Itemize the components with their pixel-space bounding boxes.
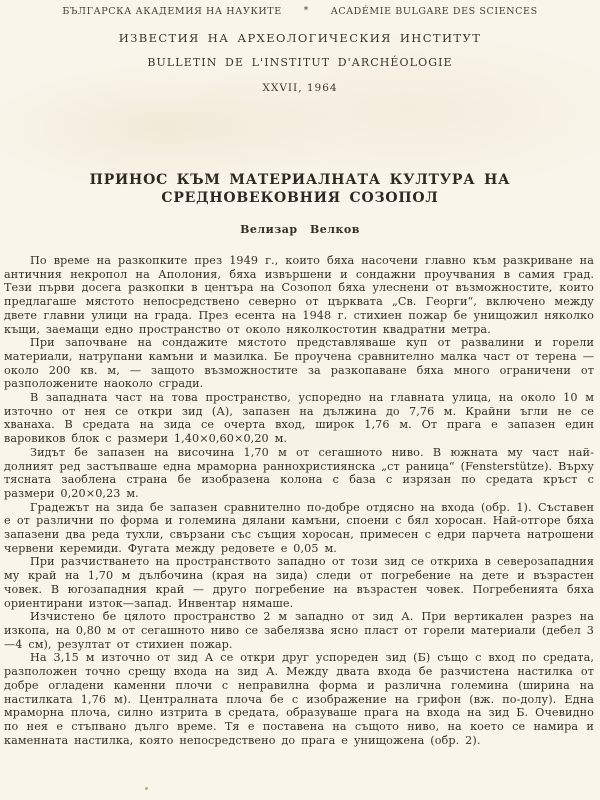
journal-title-bulgarian: ИЗВЕСТИЯ НА АРХЕОЛОГИЧЕСКИЯ ИНСТИТУТ (118, 31, 482, 45)
journal-header (0, 0, 600, 94)
header-separator-asterisk: * (303, 6, 309, 16)
academy-name-french: ACADÉMIE BULGARE DES SCIENCES (330, 6, 538, 17)
paragraph-2: При започване на сондажите мястото представляваше куп от развалини и горели материали, натрупани камъни и мазилка. Бе проучена сравнително малка част от терена — около 200 кв. м, — защото възможностите за разкопаване бяха много ограничени от разположените наоколо сгради. (4, 336, 594, 391)
paper-speck (145, 787, 148, 790)
paragraph-4: Зидът бе запазен на височина 1,70 м от сегашното ниво. В южната му част най-долният ред застъпваше една мраморна раннохристиянска „ст раница“ (Fensterstütze). Върху тясната заоблена страна бе изобразена колона с база с изрязан по средата кръст с размери 0,20×0,23 м. (4, 445, 594, 500)
paragraph-6: При разчистването на пространството западно от този зид се откриха в северозападния му край на 1,70 м дълбочина (края на зида) следи от погребение на дете и възрастен човек. В югозападния край — друго погребение на възрастен човек. Погребенията бяха ориентирани изток—запад. Инвентар нямаше. (4, 555, 594, 610)
article-author: Велизар Велков (240, 223, 360, 236)
article-body (4, 254, 594, 747)
paragraph-1: По време на разкопките през 1949 г., които бяха насочени главно към разкриване на античния некропол на Аполония, бяха извършени и сондажни проучвания в самия град. Тези първи досега разкопки в центъра на Созопол бяха улеснени от възможностите, които предлагаше мястото непосредствено северно от църквата „Св. Георги“, включено между двете главни улици на града. През есента на 1948 г. стихиен пожар бе унищожил няколко къщи, заемащи едно пространство от около няколкостотин квадратни метра. (4, 254, 594, 336)
academy-line (0, 6, 600, 17)
paragraph-7: Изчистено бе цялото пространство 2 м западно от зид А. При вертикален разрез на изкопа, на 0,80 м от сегашното ниво се забелязва ясно пласт от горели материали (дебел 3—4 см), резултат от стихиен пожар. (4, 610, 594, 651)
article-title: ПРИНОС КЪМ МАТЕРИАЛНАТА КУЛТУРА НА СРЕДНОВЕКОВНИЯ СОЗОПОЛ (89, 172, 511, 206)
journal-title-french: BULLETIN DE L'INSTITUT D'ARCHÉOLOGIE (147, 56, 453, 69)
paragraph-5: Градежът на зида бе запазен сравнително по-добре отдясно на входа (обр. 1). Съставен е от различни по форма и големина дялани камъни, споени с бял хоросан. Най-отгоре бяха запазени два реда тухли, свързани със същия хоросан, примесен с едри парчета натрошени червени керемиди. Фугата между редовете е 0,05 м. (4, 500, 594, 555)
volume-year: XXVII, 1964 (262, 82, 338, 94)
paragraph-8: На 3,15 м източно от зид А се откри друг успореден зид (Б) също с вход по средата, разположен точно срещу входа на зид А. Между двата входа бе разчистена настилка от добре огладени каменни плочи с неправилна форма и различна големина (ширина на настилката 1,76 м). Централната плоча бе с изображение на грифон (вж. по-долу). Една мраморна плоча, силно изтрита в средата, образуваше прага на входа на зид Б. Очевидно по нея е стъпвано дълго време. Тя е поставена на същото ниво, на което се намира и каменната настилка, която непосредствено до прага е унищожена (обр. 2). (4, 651, 594, 747)
academy-name-bulgarian: БЪЛГАРСКА АКАДЕМИЯ НА НАУКИТЕ (62, 6, 282, 17)
paragraph-3: В западната част на това пространство, успоредно на главната улица, на около 10 м източно от нея се откри зид (А), запазен на дължина до 7,76 м. Крайни ъгли не се хванаха. В средата на зида се очерта вход, широк 1,76 м. От прага е запазен един варовиков блок с размери 1,40×0,60×0,20 м. (4, 391, 594, 446)
